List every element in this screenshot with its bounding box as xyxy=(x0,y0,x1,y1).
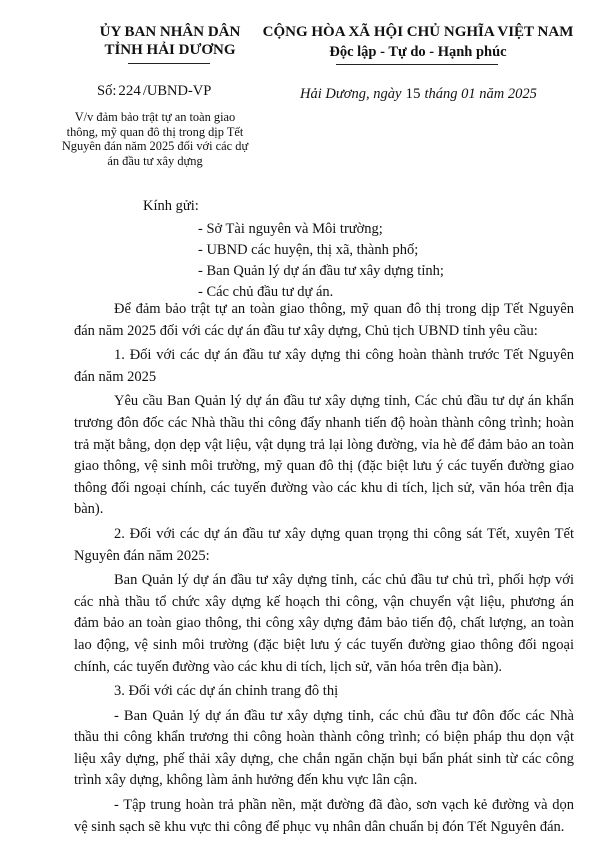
section-2-text: Ban Quản lý dự án đầu tư xây dựng tỉnh, các chủ đầu tư chủ trì, phối hợp với các nhà thầu tổ chức xây dựng kế hoạch thi công, vận chuyển vật liệu, phương án đảm bảo an toàn giao thông, thi công xây dựng đảm bảo tiến độ, chất lượng, an toàn lao động, vệ sinh môi trường (đặc biệt lưu ý các tuyến đường giao thông đối ngoại chính, các tuyến đường vào các khu di tích, lịch sử, văn hóa trên địa bàn). xyxy=(74,572,574,675)
document-number xyxy=(97,83,211,100)
date-prefix: Hải Dương, ngày xyxy=(300,86,402,102)
org-name-line2: TỈNH HẢI DƯƠNG xyxy=(104,42,236,58)
recipient-item: - Sở Tài nguyên và Môi trường; xyxy=(198,221,383,237)
date-day: 15 xyxy=(405,86,421,102)
org-underline xyxy=(128,63,210,64)
section-2-title: 2. Đối với các dự án đầu tư xây dựng quan trọng thi công sát Tết, xuyên Tết Nguyên đán năm 2025: xyxy=(74,525,574,564)
recipient-item: - UBND các huyện, thị xã, thành phố; xyxy=(198,242,419,258)
document-subject: V/v đảm bảo trật tự an toàn giao thông, mỹ quan đô thị trong dịp Tết Nguyên đán năm 2025 đối với các dự án đầu tư xây dựng xyxy=(61,110,249,168)
recipients-label: Kính gửi: xyxy=(143,198,199,214)
recipient-item: - Các chủ đầu tư dự án. xyxy=(198,284,334,300)
org-name-line1: ỦY BAN NHÂN DÂN xyxy=(99,24,241,40)
national-motto: Độc lập - Tự do - Hạnh phúc xyxy=(329,44,507,60)
document-body xyxy=(74,299,574,838)
recipient-item: - Ban Quản lý dự án đầu tư xây dựng tỉnh; xyxy=(198,263,444,279)
section-1-title: 1. Đối với các dự án đầu tư xây dựng thi công hoàn thành trước Tết Nguyên đán năm 2025 xyxy=(74,347,574,385)
document-date xyxy=(300,86,537,103)
doc-number-value: 224 xyxy=(118,83,141,99)
date-suffix: tháng 01 năm 2025 xyxy=(424,86,537,102)
doc-number-prefix: Số: xyxy=(97,83,117,99)
section-1-text: Yêu cầu Ban Quản lý dự án đầu tư xây dựng tỉnh, Các chủ đầu tư dự án khẩn trương đôn đốc các Nhà thầu thi công đẩy nhanh tiến độ hoàn thành công trình; hoàn trả mặt bằng, dọn dẹp vật liệu, vật dụng trả lại lòng đường, vỉa hè để đảm bảo an toàn giao thông, vệ sinh môi trường, mỹ quan đô thị (đặc biệt lưu ý các tuyến đường giao thông đối ngoại chính, các tuyến đường vào các khu di tích, lịch sử, văn hóa trên địa bàn). xyxy=(74,393,574,518)
section-3-text-2: - Tập trung hoàn trả phần nền, mặt đường đã đào, sơn vạch kẻ đường và dọn vệ sinh sạch sẽ khu vực thi công để phục vụ nhân dân chuẩn bị đón Tết Nguyên đán. xyxy=(74,797,574,835)
section-3-title: 3. Đối với các dự án chỉnh trang đô thị xyxy=(114,683,339,700)
motto-underline xyxy=(336,64,498,65)
national-title: CỘNG HÒA XÃ HỘI CHỦ NGHĨA VIỆT NAM xyxy=(262,24,574,40)
doc-number-suffix: /UBND-VP xyxy=(142,83,212,99)
section-3-text-1: - Ban Quản lý dự án đầu tư xây dựng tỉnh, các chủ đầu tư đôn đốc các Nhà thầu thi công khẩn trương thi công hoàn thành công trình; có biện pháp thu dọn vật liệu xây dựng, phế thải xây dựng, che chắn ngăn chặn bụi bẩn phát sinh từ các công trình xây dựng, không làm ảnh hưởng đến khu vực lân cận. xyxy=(74,707,574,789)
intro-paragraph: Để đảm bảo trật tự an toàn giao thông, mỹ quan đô thị trong dịp Tết Nguyên đán năm 2025 đối với các dự án đầu tư xây dựng, Chủ tịch UBND tỉnh yêu cầu: xyxy=(74,301,574,339)
